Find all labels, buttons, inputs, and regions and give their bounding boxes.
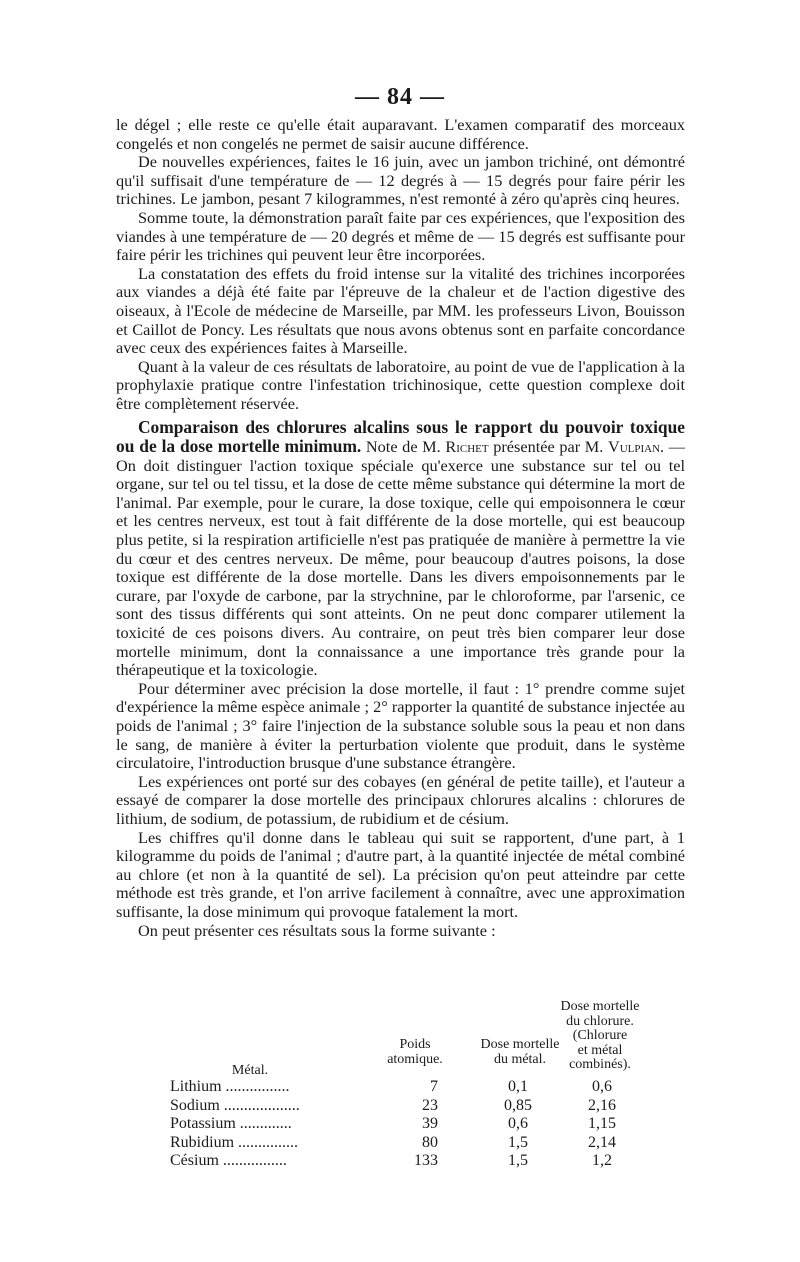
cell-dose: 1,5 (508, 1133, 528, 1151)
paragraph: Les chiffres qu'il donne dans le tableau qui suit se rapportent, d'une part, à 1 kilogramme du poids de l'animal ; d'autre part, à la quantité injectée de métal combiné au chlore (et non à la quantité de sel). La précision qu'on peut atteindre par cette méthode est très grande, et l'on arrive facilement à connaître, avec une approximation suffisante, la dose minimum qui provoque fatalement la mort. (116, 827, 685, 921)
cell-poids: 133 (414, 1152, 438, 1169)
cell-dose: 0,6 (508, 1115, 528, 1132)
page-number: — 84 — (355, 84, 445, 110)
header-metal: Métal. (231, 1063, 269, 1078)
header-chlorure: Dose mortelle du chlorure. (Chlorure et métal combinés). (560, 999, 640, 1072)
header-dose: Dose mortelle du métal. (480, 1037, 560, 1067)
table-row (170, 1115, 660, 1134)
paragraph: le dégel ; elle reste ce qu'elle était auparavant. L'examen comparatif des morceaux congelés et non congelés ne permet de saisir aucune différence. (116, 115, 685, 153)
cell-combined: 0,6 (592, 1078, 612, 1095)
cell-poids: 80 (422, 1133, 438, 1151)
table-row (170, 1134, 660, 1153)
cell-combined: 2,14 (588, 1133, 616, 1151)
results-table (170, 1000, 660, 1171)
cell-dose: 0,1 (508, 1078, 528, 1095)
table-header (170, 1000, 660, 1078)
body-text (116, 116, 685, 940)
paragraph: Les expériences ont porté sur des cobayes (en général de petite taille), et l'auteur a essayé de comparer la dose mortelle des principaux chlorures alcalins : chlorures de lithium, de sodium, de potassium, de rubidium et de césium. (116, 771, 685, 828)
header-poids: Poids atomique. (387, 1037, 443, 1067)
cell-dose: 0,85 (504, 1096, 532, 1114)
note-text: présentée par M. (488, 437, 608, 457)
cell-metal: Césium ................ (170, 1152, 287, 1169)
table-row (170, 1097, 660, 1116)
cell-combined: 1,2 (592, 1152, 612, 1169)
table-row (170, 1078, 660, 1097)
cell-metal: Lithium ................ (170, 1078, 290, 1095)
note-body: . — On doit distinguer l'action toxique spéciale qu'exerce une substance sur tel ou tel organe, sur tel ou tel tissu, et la dose de cette même substance qui détermine la mort de l'animal. Par exemple, pour le curare, la dose toxique, celle qui empoisonnera le cœur et les centres nerveux, est tout à fait différente de la dose mortelle, qui est beaucoup plus petite, si la respiration artificielle n'est pas pratiquée de manière à permettre la vie du cœur et des centres nerveux. De même, pour beaucoup d'autres poisons, la dose toxique est différente de la dose mortelle. Dans les divers empoisonnements par le curare, par l'oxyde de carbone, par la strychnine, par le chloroforme, par l'arsenic, ce sont des tissus différents qui sont atteints. On ne peut donc comparer utilement la toxicité de ces poisons divers. Au contraire, on peut très bien comparer leur dose mortelle minimum, dont la connaissance a une importance très grande pour la thérapeutique et la toxicologie. (116, 437, 686, 680)
cell-metal: Potassium ............. (170, 1115, 292, 1132)
cell-dose: 1,5 (508, 1152, 528, 1169)
paragraph: On peut présenter ces résultats sous la forme suivante : (138, 920, 496, 940)
cell-combined: 2,16 (588, 1096, 616, 1114)
cell-combined: 1,15 (588, 1115, 616, 1132)
paragraph: Pour déterminer avec précision la dose mortelle, il faut : 1° prendre comme sujet d'expérience la même espèce animale ; 2° rapporter la quantité de substance injectée au poids de l'animal ; 3° faire l'injection de la substance soluble sous la peau et non dans le sang, de manière à éviter la perturbation violente que produit, dans le système circulatoire, l'introduction brusque d'une substance étrangère. (116, 678, 685, 773)
cell-metal: Rubidium ............... (170, 1133, 299, 1151)
table-row (170, 1152, 660, 1171)
author-name: Vulpian (607, 437, 661, 457)
paragraph: Somme toute, la démonstration paraît faite par ces expériences, que l'exposition des viandes à une température de — 20 degrés et même de — 15 degrés est suffisante pour faire périr les trichines qui peuvent leur être incorporées. (116, 207, 685, 265)
section-heading: Comparaison des chlorures alcalins sous le rapport du pouvoir toxique ou de la dose mortelle minimum. (116, 416, 685, 457)
section-paragraph (116, 418, 685, 680)
paragraph: La constatation des effets du froid intense sur la vitalité des trichines incorporées aux viandes a déjà été faite par l'épreuve de la chaleur et de l'action digestive des oiseaux, à l'Ecole de médecine de Marseille, par MM. les professeurs Livon, Bouisson et Caillot de Poncy. Les résultats que nous avons obtenus sont en parfaite concordance avec ceux des expériences faites à Marseille. (116, 263, 685, 358)
paragraph: De nouvelles expériences, faites le 16 juin, avec un jambon trichiné, ont démontré qu'il suffisait d'une température de — 12 degrés à — 15 degrés pour faire périr les trichines. Le jambon, pesant 7 kilogrammes, n'est remonté à zéro qu'après cinq heures. (116, 152, 685, 209)
cell-metal: Sodium ................... (170, 1096, 300, 1114)
cell-poids: 39 (422, 1115, 438, 1132)
cell-poids: 7 (430, 1078, 438, 1095)
author-name: Richet (445, 437, 489, 457)
note-text: Note de M. (361, 437, 446, 457)
paragraph: Quant à la valeur de ces résultats de laboratoire, au point de vue de l'application à la prophylaxie pratique contre l'infestation trichinosique, cette question complexe doit être complètement réservée. (116, 356, 685, 413)
cell-poids: 23 (422, 1096, 438, 1114)
